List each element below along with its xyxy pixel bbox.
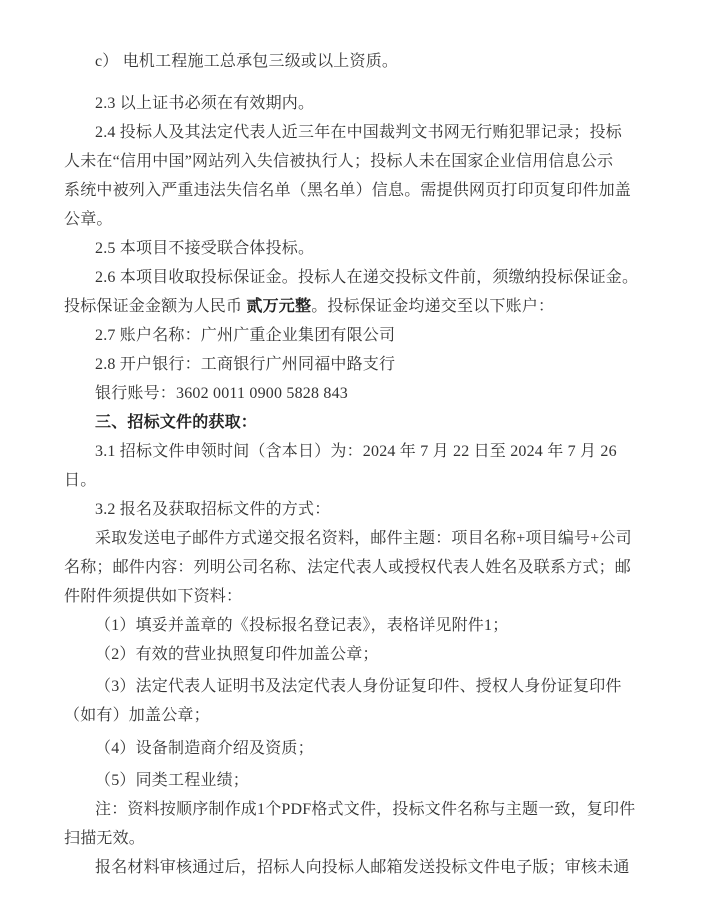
clause-3-2-continuation: 名称；邮件内容：列明公司名称、法定代表人或授权代表人姓名及联系方式；邮 [64, 559, 632, 576]
deposit-text-pre: 投标保证金金额为人民币 [64, 298, 247, 315]
attachment-item-3-continuation: （如有）加盖公章； [64, 707, 210, 724]
deposit-amount: 贰万元整 [246, 298, 312, 315]
bank-account-number: 银行账号：3602 0011 0900 5828 843 [95, 385, 349, 402]
clause-2-5: 2.5 本项目不接受联合体投标。 [95, 240, 315, 257]
clause-2-4-continuation: 人未在“信用中国”网站列入失信被执行人；投标人未在国家企业信用信息公示 [64, 153, 614, 170]
attachment-item-4: （4）设备制造商介绍及资质； [95, 740, 314, 757]
note-line: 注：资料按顺序制作成1个PDF格式文件，投标文件名称与主题一致，复印件 [95, 801, 636, 818]
clause-2-4-continuation: 系统中被列入严重违法失信名单（黑名单）信息。需提供网页打印页复印件加盖 [64, 182, 632, 199]
clause-3-1-continuation: 日。 [64, 472, 97, 489]
clause-3-1: 3.1 招标文件申领时间（含本日）为：2024 年 7 月 22 日至 2024 年 7 月 26 [95, 443, 617, 460]
attachment-item-5: （5）同类工程业绩； [95, 772, 250, 789]
clause-2-7-account-name: 2.7 账户名称：广州广重企业集团有限公司 [95, 327, 396, 344]
clause-3-2-paragraph: 采取发送电子邮件方式递交报名资料，邮件主题：项目名称+项目编号+公司 [95, 530, 632, 547]
clause-2-4-continuation: 公章。 [64, 211, 113, 228]
registration-review-line: 报名材料审核通过后，招标人向投标人邮箱发送投标文件电子版；审核未通 [95, 859, 630, 876]
note-line-continuation: 扫描无效。 [64, 830, 146, 847]
clause-2-6: 2.6 本项目收取投标保证金。投标人在递交投标文件前，须缴纳投标保证金。 [95, 269, 639, 286]
clause-2-4: 2.4 投标人及其法定代表人近三年在中国裁判文书网无行贿犯罪记录；投标 [95, 124, 623, 141]
attachment-item-2: （2）有效的营业执照复印件加盖公章； [95, 646, 379, 663]
clause-2-3: 2.3 以上证书必须在有效期内。 [95, 95, 315, 112]
clause-3-2-continuation: 件附件须提供如下资料： [64, 588, 243, 605]
clause-2-6-continuation [64, 292, 643, 321]
attachment-item-3: （3）法定代表人证明书及法定代表人身份证复印件、授权人身份证复印件 [95, 678, 622, 695]
clause-3-2: 3.2 报名及获取招标文件的方式： [95, 501, 331, 518]
clause-c-qualification: c） 电机工程施工总承包三级或以上资质。 [95, 53, 399, 70]
deposit-text-post: 。投标保证金均递交至以下账户： [311, 298, 555, 315]
section-heading-3: 三、招标文件的获取： [95, 414, 258, 431]
attachment-item-1: （1）填妥并盖章的《投标报名登记表》，表格详见附件1； [95, 617, 509, 634]
clause-2-8-bank: 2.8 开户银行：工商银行广州同福中路支行 [95, 356, 396, 373]
